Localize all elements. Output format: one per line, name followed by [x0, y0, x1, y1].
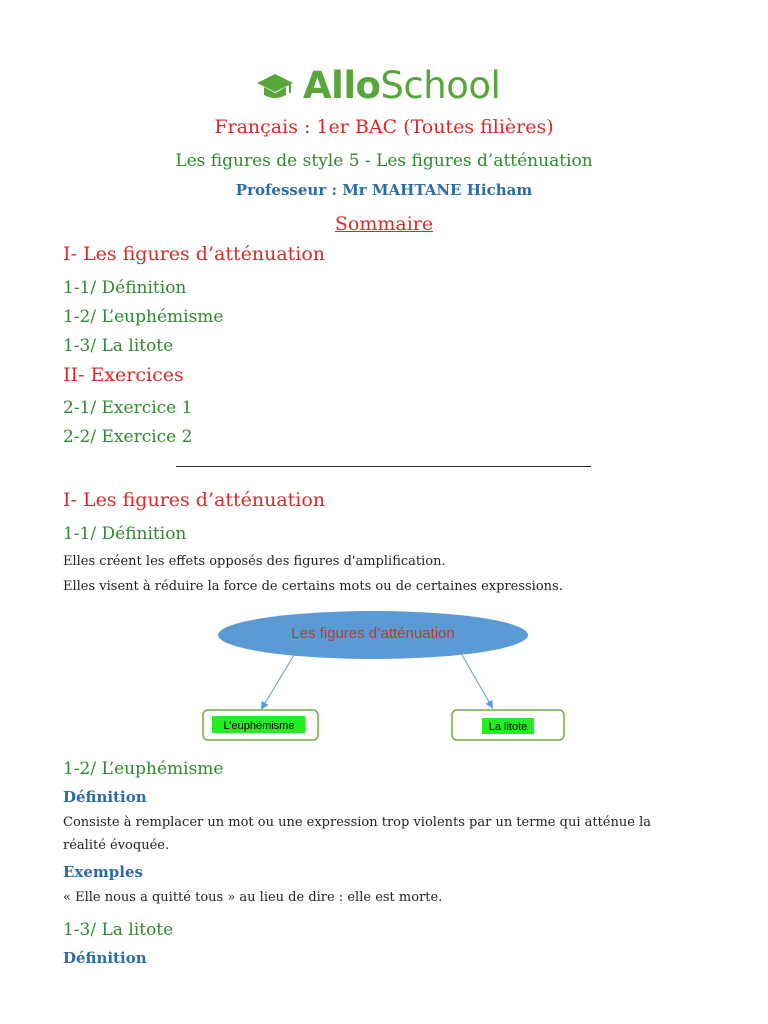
logo-text: AlloSchool: [303, 64, 501, 107]
diagram-arrow-left: [262, 655, 294, 708]
diagram-left-label: L’euphémisme: [223, 720, 295, 732]
summary-item[interactable]: 2-2/ Exercice 2: [63, 427, 193, 447]
paragraph: « Elle nous a quitté tous » au lieu de dire : elle est morte.: [63, 890, 443, 905]
summary-item[interactable]: 1-2/ L’euphémisme: [63, 307, 224, 327]
attenuation-diagram: [190, 610, 570, 750]
diagram-root-label: Les figures d’atténuation: [291, 625, 455, 642]
summary-item[interactable]: I- Les figures d’atténuation: [63, 243, 326, 265]
paragraph: réalité évoquée.: [63, 838, 170, 853]
diagram-right-label: La litote: [488, 721, 528, 733]
label-heading: Définition: [63, 788, 147, 806]
paragraph: Elles visent à réduire la force de certains mots ou de certaines expressions.: [63, 579, 563, 594]
lesson-title: Les figures de style 5 - Les figures d’atténuation: [175, 151, 593, 171]
subject-title: Français : 1er BAC (Toutes filières): [214, 116, 554, 138]
subsection-heading: 1-1/ Définition: [63, 524, 187, 544]
subsection-heading: 1-3/ La litote: [63, 920, 174, 940]
summary-item[interactable]: 1-3/ La litote: [63, 336, 174, 356]
label-heading: Exemples: [63, 863, 143, 881]
subsection-heading: 1-2/ L’euphémisme: [63, 759, 224, 779]
summary-item[interactable]: 2-1/ Exercice 1: [63, 398, 193, 418]
section-heading: I- Les figures d’atténuation: [63, 489, 326, 511]
summary-item[interactable]: 1-1/ Définition: [63, 278, 187, 298]
paragraph: Consiste à remplacer un mot ou une expression trop violents par un terme qui atténue la: [63, 815, 651, 830]
teacher-name: Professeur : Mr MAHTANE Hicham: [235, 181, 533, 199]
summary-title: Sommaire: [334, 213, 434, 235]
graduation-cap-icon: [255, 66, 295, 106]
label-heading: Définition: [63, 949, 147, 967]
divider: [176, 466, 591, 467]
summary-item[interactable]: II- Exercices: [63, 364, 184, 386]
diagram-arrow-right: [462, 655, 492, 707]
paragraph: Elles créent les effets opposés des figures d'amplification.: [63, 554, 446, 569]
alloschool-logo: [255, 64, 500, 108]
